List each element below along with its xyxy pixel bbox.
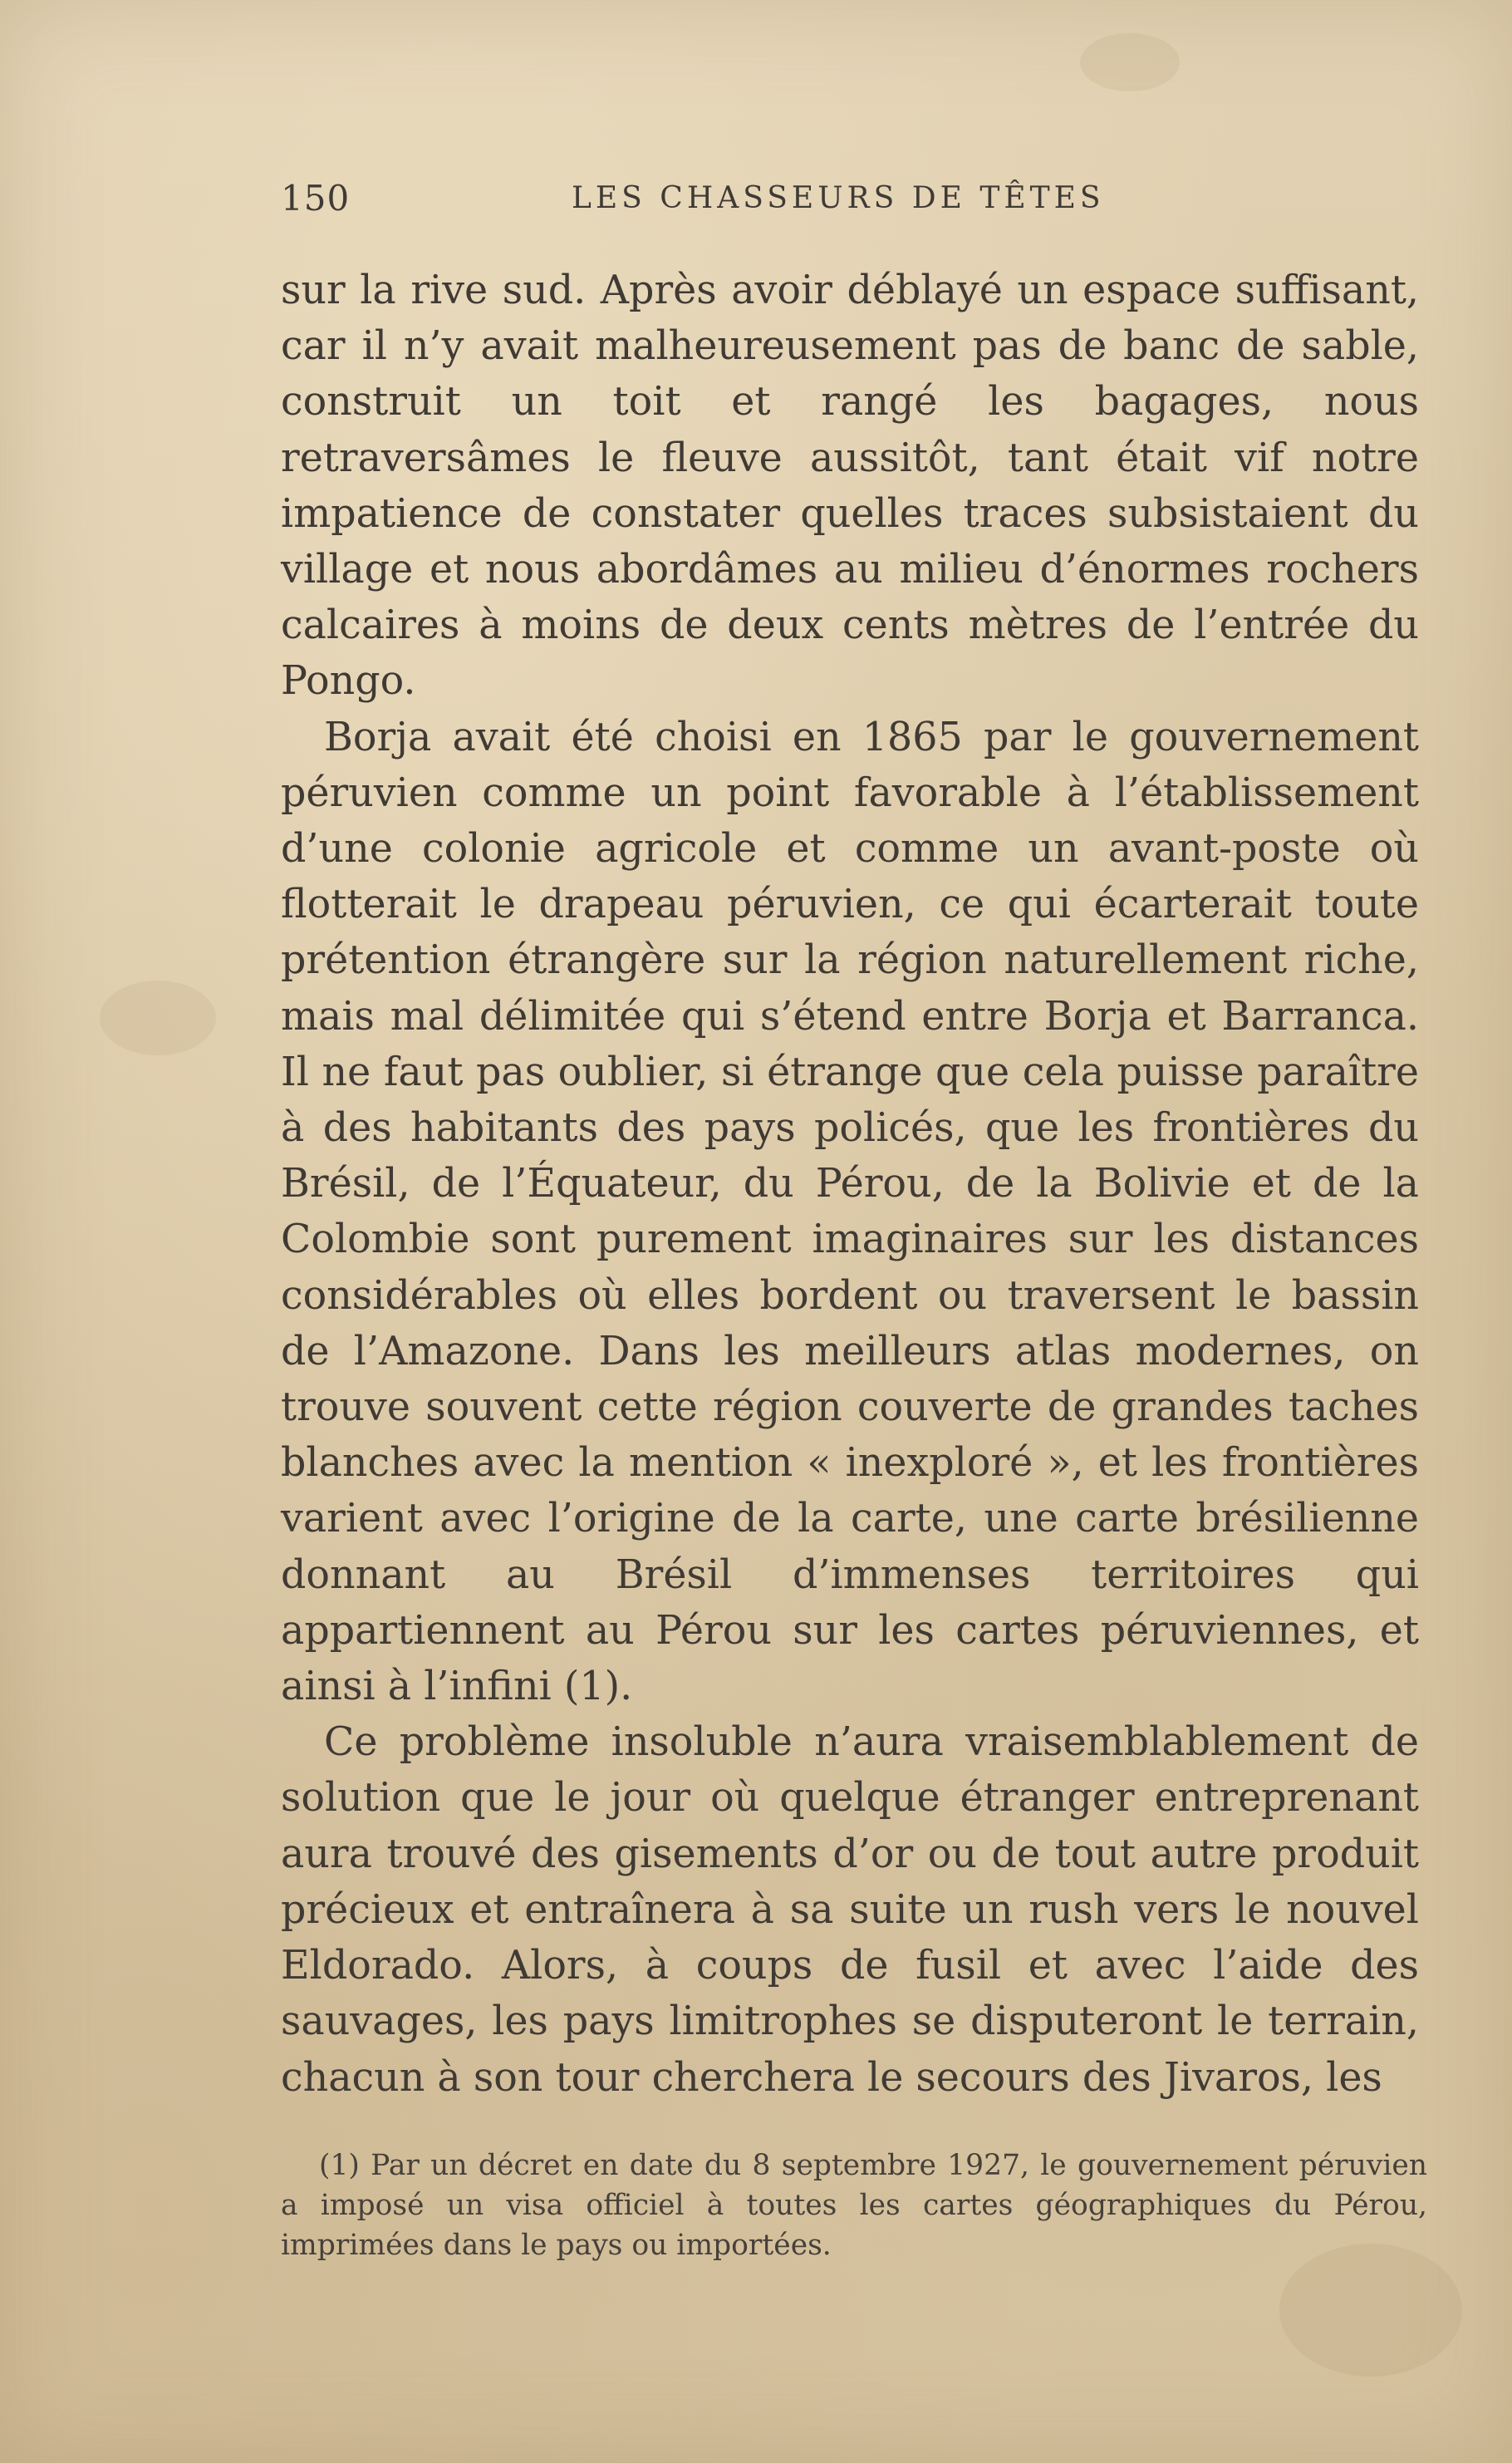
paper-stain — [100, 981, 216, 1055]
page-number: 150 — [281, 178, 351, 219]
paragraph: Borja avait été choisi en 1865 par le gouvernement péruvien comme un point favorable à l’établissement d’une colonie agricole et comme un avant-poste où flotterait le drapeau péruvien, ce qui écarterait toute prétention étrangère sur la région naturellement riche, mais mal délimitée qui s’étend entre Borja et Barranca. Il ne faut pas oublier, si étrange que cela puisse paraître à des habitants des pays policés, que les frontières du Brésil, de l’Équateur, du Pérou, de la Bolivie et de la Colombie sont purement imaginaires sur les distances considérables où elles bordent ou traversent le bassin de l’Amazone. Dans les meilleurs atlas modernes, on trouve souvent cette région couverte de grandes taches blanches avec la mention « inexploré », et les frontières varient avec l’origine de la carte, une carte brésilienne donnant au Brésil d’immenses territoires qui appartiennent au Pérou sur les cartes péruviennes, et ainsi à l’infini (1). — [281, 714, 1419, 1710]
running-head — [281, 178, 1128, 228]
footnote: (1) Par un décret en date du 8 septembre 1927, le gouvernement péruvien a imposé un visa officiel à toutes les cartes géographiques du Pérou, imprimées dans le pays ou importées. — [281, 2149, 1427, 2262]
paper-stain — [1080, 33, 1180, 91]
running-title: LES CHASSEURS DE TÊTES — [572, 181, 1105, 215]
paragraph: Ce problème insoluble n’aura vraisemblablement de solution que le jour où quelque étranger entreprenant aura trouvé des gisements d’or ou de tout autre produit précieux et entraînera à sa suite un rush vers le nouvel Eldorado. Alors, à coups de fusil et avec l’aide des sauvages, les pays limitrophes se disputeront le terrain, chacun à son tour cherchera le secours des Jivaros, les — [281, 1719, 1419, 2101]
body-text — [281, 263, 1419, 2106]
paragraph: sur la rive sud. Après avoir déblayé un espace suffisant, car il n’y avait malheureusement pas de banc de sable, construit un toit et rangé les bagages, nous retraversâmes le fleuve aussitôt, tant était vif notre impatience de constater quelles traces subsistaient du village et nous abordâmes au milieu d’énormes rochers calcaires à moins de deux cents mètres de l’entrée du Pongo. — [281, 268, 1419, 705]
footnotes — [281, 2146, 1427, 2265]
